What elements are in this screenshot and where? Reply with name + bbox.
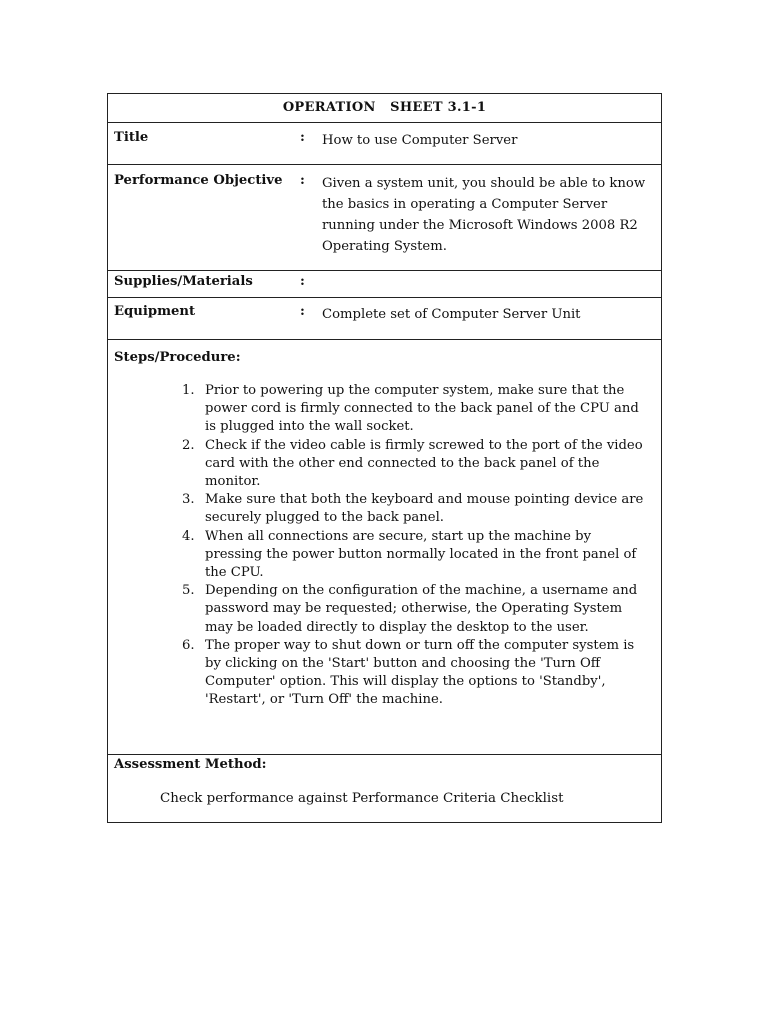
step-number: 3. [182,492,195,508]
step-text: Check if the video cable is firmly screwed to the port of the video card with the other end connected to the back panel of the monitor. [205,437,643,490]
list-item [114,582,655,637]
step-number: 5. [182,583,195,599]
objective-row [108,164,661,270]
supplies-value [322,274,661,297]
supplies-row [108,270,661,297]
supplies-colon: : [300,274,305,289]
equipment-row [108,297,661,339]
list-item [114,491,655,527]
step-text: The proper way to shut down or turn off the computer system is by clicking on the 'Start' button and choosing the 'Turn Off Computer' option. This will display the options to 'Standby', 'Restart', or 'Turn Off' the machine. [205,637,635,708]
step-number: 1. [182,383,195,398]
step-number: 2. [182,437,195,453]
step-text: Prior to powering up the computer system, make sure that the power cord is firmly connected to the back panel of the CPU and is plugged into the wall socket. [205,383,639,435]
steps-label: Steps/Procedure: [114,350,241,365]
step-text: Depending on the configuration of the machine, a username and password may be requested; otherwise, the Operating System may be loaded directly to display the desktop to the user. [205,583,638,635]
title-row [108,122,661,164]
operation-sheet-table [107,93,662,823]
steps-list [114,382,655,710]
list-item [114,382,655,437]
step-number: 4. [182,528,195,544]
assessment-label: Assessment Method: [114,757,267,772]
steps-section [108,339,661,754]
list-item [114,437,655,492]
step-text: Make sure that both the keyboard and mouse pointing device are securely plugged to the back panel. [205,492,644,526]
supplies-label: Supplies/Materials [114,274,253,289]
objective-colon: : [300,173,305,188]
sheet-header [108,94,661,122]
title-label: Title [114,130,149,145]
equipment-value: Complete set of Computer Server Unit [322,307,581,322]
title-colon: : [300,130,305,145]
step-text: When all connections are secure, start up the machine by pressing the power button normally located in the front panel of the CPU. [205,528,637,581]
equipment-colon: : [300,304,305,319]
equipment-label: Equipment [114,304,196,319]
list-item [114,528,655,583]
assessment-section [108,754,661,822]
step-number: 6. [182,637,195,653]
assessment-value: Check performance against Performance Criteria Checklist [160,791,564,806]
objective-value: Given a system unit, you should be able to know the basics in operating a Computer Server running under the Microsoft Windows 2008 R2 Operating System. [322,176,646,254]
list-item [114,637,655,710]
title-value: How to use Computer Server [322,133,518,148]
sheet-header-text: OPERATION SHEET 3.1-1 [282,100,487,115]
objective-label: Performance Objective [114,173,283,188]
